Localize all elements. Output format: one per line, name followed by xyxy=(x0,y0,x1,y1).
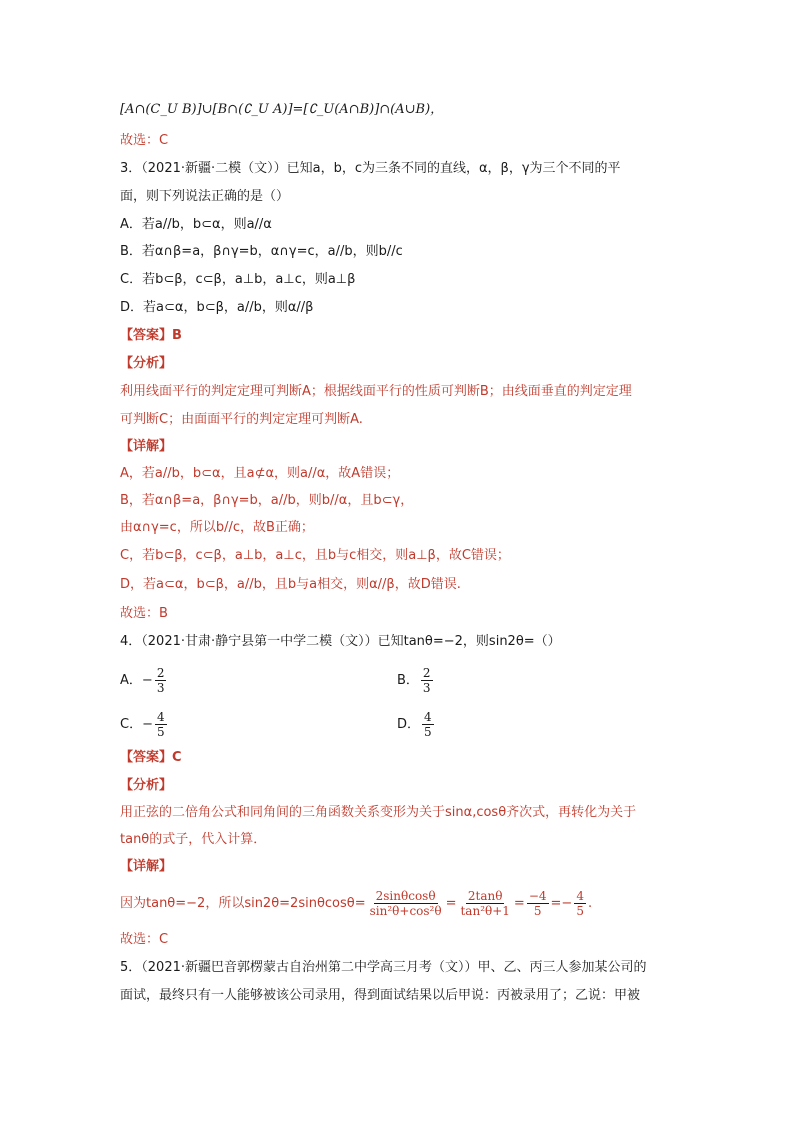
q4-end: . xyxy=(587,896,593,911)
q3-detail-5: D，若a⊂α，b⊂β，a//b，且b与a相交，则α//β，故D错误. xyxy=(120,577,461,592)
q4-eq-1: = xyxy=(445,896,457,911)
q4-fraction-3-den: 5 xyxy=(533,904,542,918)
q4-fraction-4-num: 4 xyxy=(576,889,584,903)
q3-stem-line1: 3．（2021·新疆·二模（文））已知a，b，c为三条不同的直线，α，β，γ为三个不同的平 xyxy=(120,161,621,176)
q4-option-a-label: A． xyxy=(120,673,142,688)
q4-option-c-den: 5 xyxy=(156,725,165,739)
q3-option-b: B．若α∩β=a，β∩γ=b，α∩γ=c，a//b，则b//c xyxy=(120,244,403,259)
q3-detail-title: 【详解】 xyxy=(120,439,173,454)
q4-fraction-2-num: 2tanθ xyxy=(467,889,503,903)
q4-option-b-label: B． xyxy=(397,673,419,688)
q4-analysis-title: 【分析】 xyxy=(120,778,173,793)
q4-detail-equation xyxy=(120,888,592,920)
q3-option-a: A．若a//b，b⊂α，则a//α xyxy=(120,217,272,232)
q4-fraction-2-den: tan²θ+1 xyxy=(460,904,510,918)
q3-detail-1: A，若a//b，b⊂α，且a⊄α，则a//α，故A错误； xyxy=(120,466,400,481)
q4-choose: 故选：C xyxy=(120,932,169,947)
q3-analysis-title: 【分析】 xyxy=(120,356,173,371)
q3-detail-2: B，若α∩β=a，β∩γ=b，a//b，则b//α，且b⊂γ， xyxy=(120,493,414,508)
q4-fraction-4 xyxy=(574,889,586,918)
q4-fraction-3-num: −4 xyxy=(528,889,547,903)
q4-fraction-3 xyxy=(527,889,549,918)
q4-option-c-sign: − xyxy=(142,717,153,732)
q3-detail-4: C，若b⊂β，c⊂β，a⊥b，a⊥c，且b与c相交，则a⊥β，故C错误； xyxy=(120,548,510,563)
q4-fraction-1-num: 2sinθcosθ xyxy=(375,889,436,903)
q3-stem-line2: 面，则下列说法正确的是（） xyxy=(120,189,290,204)
choose-c-line: 故选：C xyxy=(120,133,169,148)
q3-option-c: C．若b⊂β，c⊂β，a⊥b，a⊥c，则a⊥β xyxy=(120,272,356,287)
q4-eq-3: =− xyxy=(550,896,573,911)
q4-stem: 4．（2021·甘肃·静宁县第一中学二模（文））已知tanθ=−2，则sin2θ=（） xyxy=(120,634,561,649)
q4-option-d-num: 4 xyxy=(424,710,432,724)
q4-detail-title: 【详解】 xyxy=(120,859,173,874)
q4-fraction-1 xyxy=(368,889,444,918)
q4-eq-2: = xyxy=(513,896,525,911)
q4-option-b-fraction xyxy=(421,666,433,695)
q5-stem-line1: 5．（2021·新疆巴音郭楞蒙古自治州第二中学高三月考（文））甲、乙、丙三人参加某公司的 xyxy=(120,960,647,975)
q3-analysis-2: 可判断C；由面面平行的判定定理可判断A. xyxy=(120,412,363,427)
q3-answer: 【答案】B xyxy=(120,328,182,343)
q3-analysis-1: 利用线面平行的判定定理可判断A；根据线面平行的性质可判断B；由线面垂直的判定定理 xyxy=(120,384,632,399)
q4-option-c-fraction xyxy=(155,710,167,739)
q3-choose: 故选：B xyxy=(120,606,168,621)
q4-answer: 【答案】C xyxy=(120,750,182,765)
q4-option-a xyxy=(120,666,168,695)
q4-option-d xyxy=(397,710,436,739)
q4-fraction-2 xyxy=(458,889,511,918)
q4-option-d-label: D． xyxy=(397,717,421,732)
q4-option-a-den: 3 xyxy=(156,681,165,695)
q3-option-d: D．若a⊂α，b⊂β，a//b，则α//β xyxy=(120,300,314,315)
q4-option-c xyxy=(120,710,169,739)
q4-detail-pre: 因为tanθ=−2，所以sin2θ=2sinθcosθ= xyxy=(120,896,366,911)
q4-fraction-4-den: 5 xyxy=(576,904,584,918)
q4-analysis-1: 用正弦的二倍角公式和同角间的三角函数关系变形为关于sinα,cosθ齐次式，再转化为关于 xyxy=(120,805,637,820)
q4-option-b-num: 2 xyxy=(422,666,431,680)
q4-option-c-num: 4 xyxy=(156,710,165,724)
q3-detail-3: 由α∩γ=c，所以b//c，故B正确； xyxy=(120,520,314,535)
q4-option-a-sign: − xyxy=(141,673,153,688)
q4-option-d-den: 5 xyxy=(424,725,432,739)
q4-option-a-fraction xyxy=(155,666,167,695)
q4-option-b-den: 3 xyxy=(422,681,431,695)
q4-option-b xyxy=(397,666,435,695)
q4-fraction-1-den: sin²θ+cos²θ xyxy=(369,904,442,918)
q4-analysis-2: tanθ的式子，代入计算． xyxy=(120,832,267,847)
q4-option-c-label: C． xyxy=(120,717,143,732)
q4-option-a-num: 2 xyxy=(156,666,165,680)
q4-option-d-fraction xyxy=(422,710,434,739)
set-equation-line: [A∩(C_U B)]∪[B∩(∁_U A)]=[∁_U(A∩B)]∩(A∪B)， xyxy=(120,102,444,117)
q5-stem-line2: 面试，最终只有一人能够被该公司录用，得到面试结果以后甲说：丙被录用了；乙说：甲被 xyxy=(120,988,641,1003)
